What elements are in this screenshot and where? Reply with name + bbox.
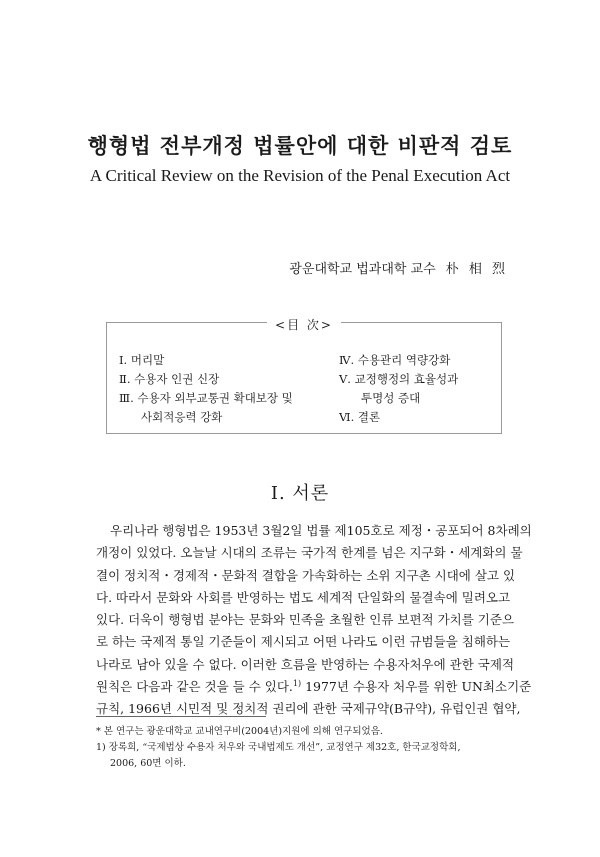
body-line: 로 하는 국제적 통일 기준들이 제시되고 어떤 나라도 이런 규범들을 침해하는 <box>96 634 511 650</box>
toc-item: Ⅵ. 결론 <box>339 410 381 424</box>
body-paragraph <box>96 520 532 721</box>
body-line: 다. 따라서 문화와 사회를 반영하는 법도 세계적 단일화의 물결속에 밀려오고 <box>96 589 511 605</box>
author-affiliation: 광운대학교 법과대학 교수 <box>289 262 436 277</box>
author-name: 朴 相 烈 <box>445 262 508 277</box>
footnote-1: 1) 장록희, “국제법상 수용자 처우와 국내법제도 개선”, 교정연구 제32호, 한국교정학회, <box>96 742 461 753</box>
toc-heading <box>107 314 501 333</box>
footnote-reference: 1) <box>292 678 302 688</box>
footnote-divider <box>96 716 266 717</box>
body-line: 나라로 남아 있을 수 없다. 이러한 흐름을 반영하는 수용자처우에 관한 국제적 <box>96 656 515 672</box>
author-line <box>289 258 508 277</box>
toc-item: Ⅰ. 머리말 <box>119 353 165 367</box>
body-line-segment: 1977년 수용자 처우를 위한 UN최소기준 <box>305 679 532 695</box>
body-line: 우리나라 행형법은 1953년 3월2일 법률 제105호로 제정・공포되어 8차례의 <box>110 523 532 538</box>
toc-right-column <box>339 351 458 427</box>
toc-item: Ⅲ. 수용자 외부교통권 확대보장 및 <box>119 391 293 405</box>
table-of-contents <box>106 318 502 434</box>
toc-item: Ⅱ. 수용자 인권 신장 <box>119 372 220 386</box>
toc-left-column <box>119 351 293 427</box>
body-line: 결이 정치적・경제적・문화적 결합을 가속화하는 소위 지구촌 시대에 살고 있 <box>96 567 516 583</box>
body-line: 있다. 더욱이 행형법 분야는 문화와 민족을 초월한 인류 보편적 가치를 기준으 <box>96 612 515 628</box>
toc-item: Ⅴ. 교정행정의 효율성과 <box>339 372 459 386</box>
footnotes <box>96 724 508 772</box>
body-line <box>96 676 532 698</box>
toc-item: 사회적응력 강화 <box>141 410 223 424</box>
toc-item: Ⅳ. 수용관리 역량강화 <box>339 353 451 367</box>
paper-title-korean: 행형법 전부개정 법률안에 대한 비판적 검토 <box>87 133 513 158</box>
body-line: 개정이 있었다. 오늘날 시대의 조류는 국가적 한계를 넘은 지구화・세계화의 물 <box>96 545 523 561</box>
body-line: 규칙, 1966년 시민적 및 정치적 권리에 관한 국제규약(B규약), 유럽인권 협약, <box>96 701 521 717</box>
footnote-star: * 본 연구는 광운대학교 교내연구비(2004년)지원에 의해 연구되었음. <box>96 726 383 737</box>
toc-title: <目 次> <box>267 318 341 332</box>
body-line-segment: 원칙은 다음과 같은 것을 들 수 있다. <box>96 679 293 695</box>
toc-item: 투명성 증대 <box>361 391 421 405</box>
footnote-1-continued: 2006, 60면 이하. <box>110 758 186 769</box>
paper-title-english: A Critical Review on the Revision of the Penal Execution Act <box>89 166 511 185</box>
section-heading: Ⅰ. 서론 <box>270 483 330 504</box>
